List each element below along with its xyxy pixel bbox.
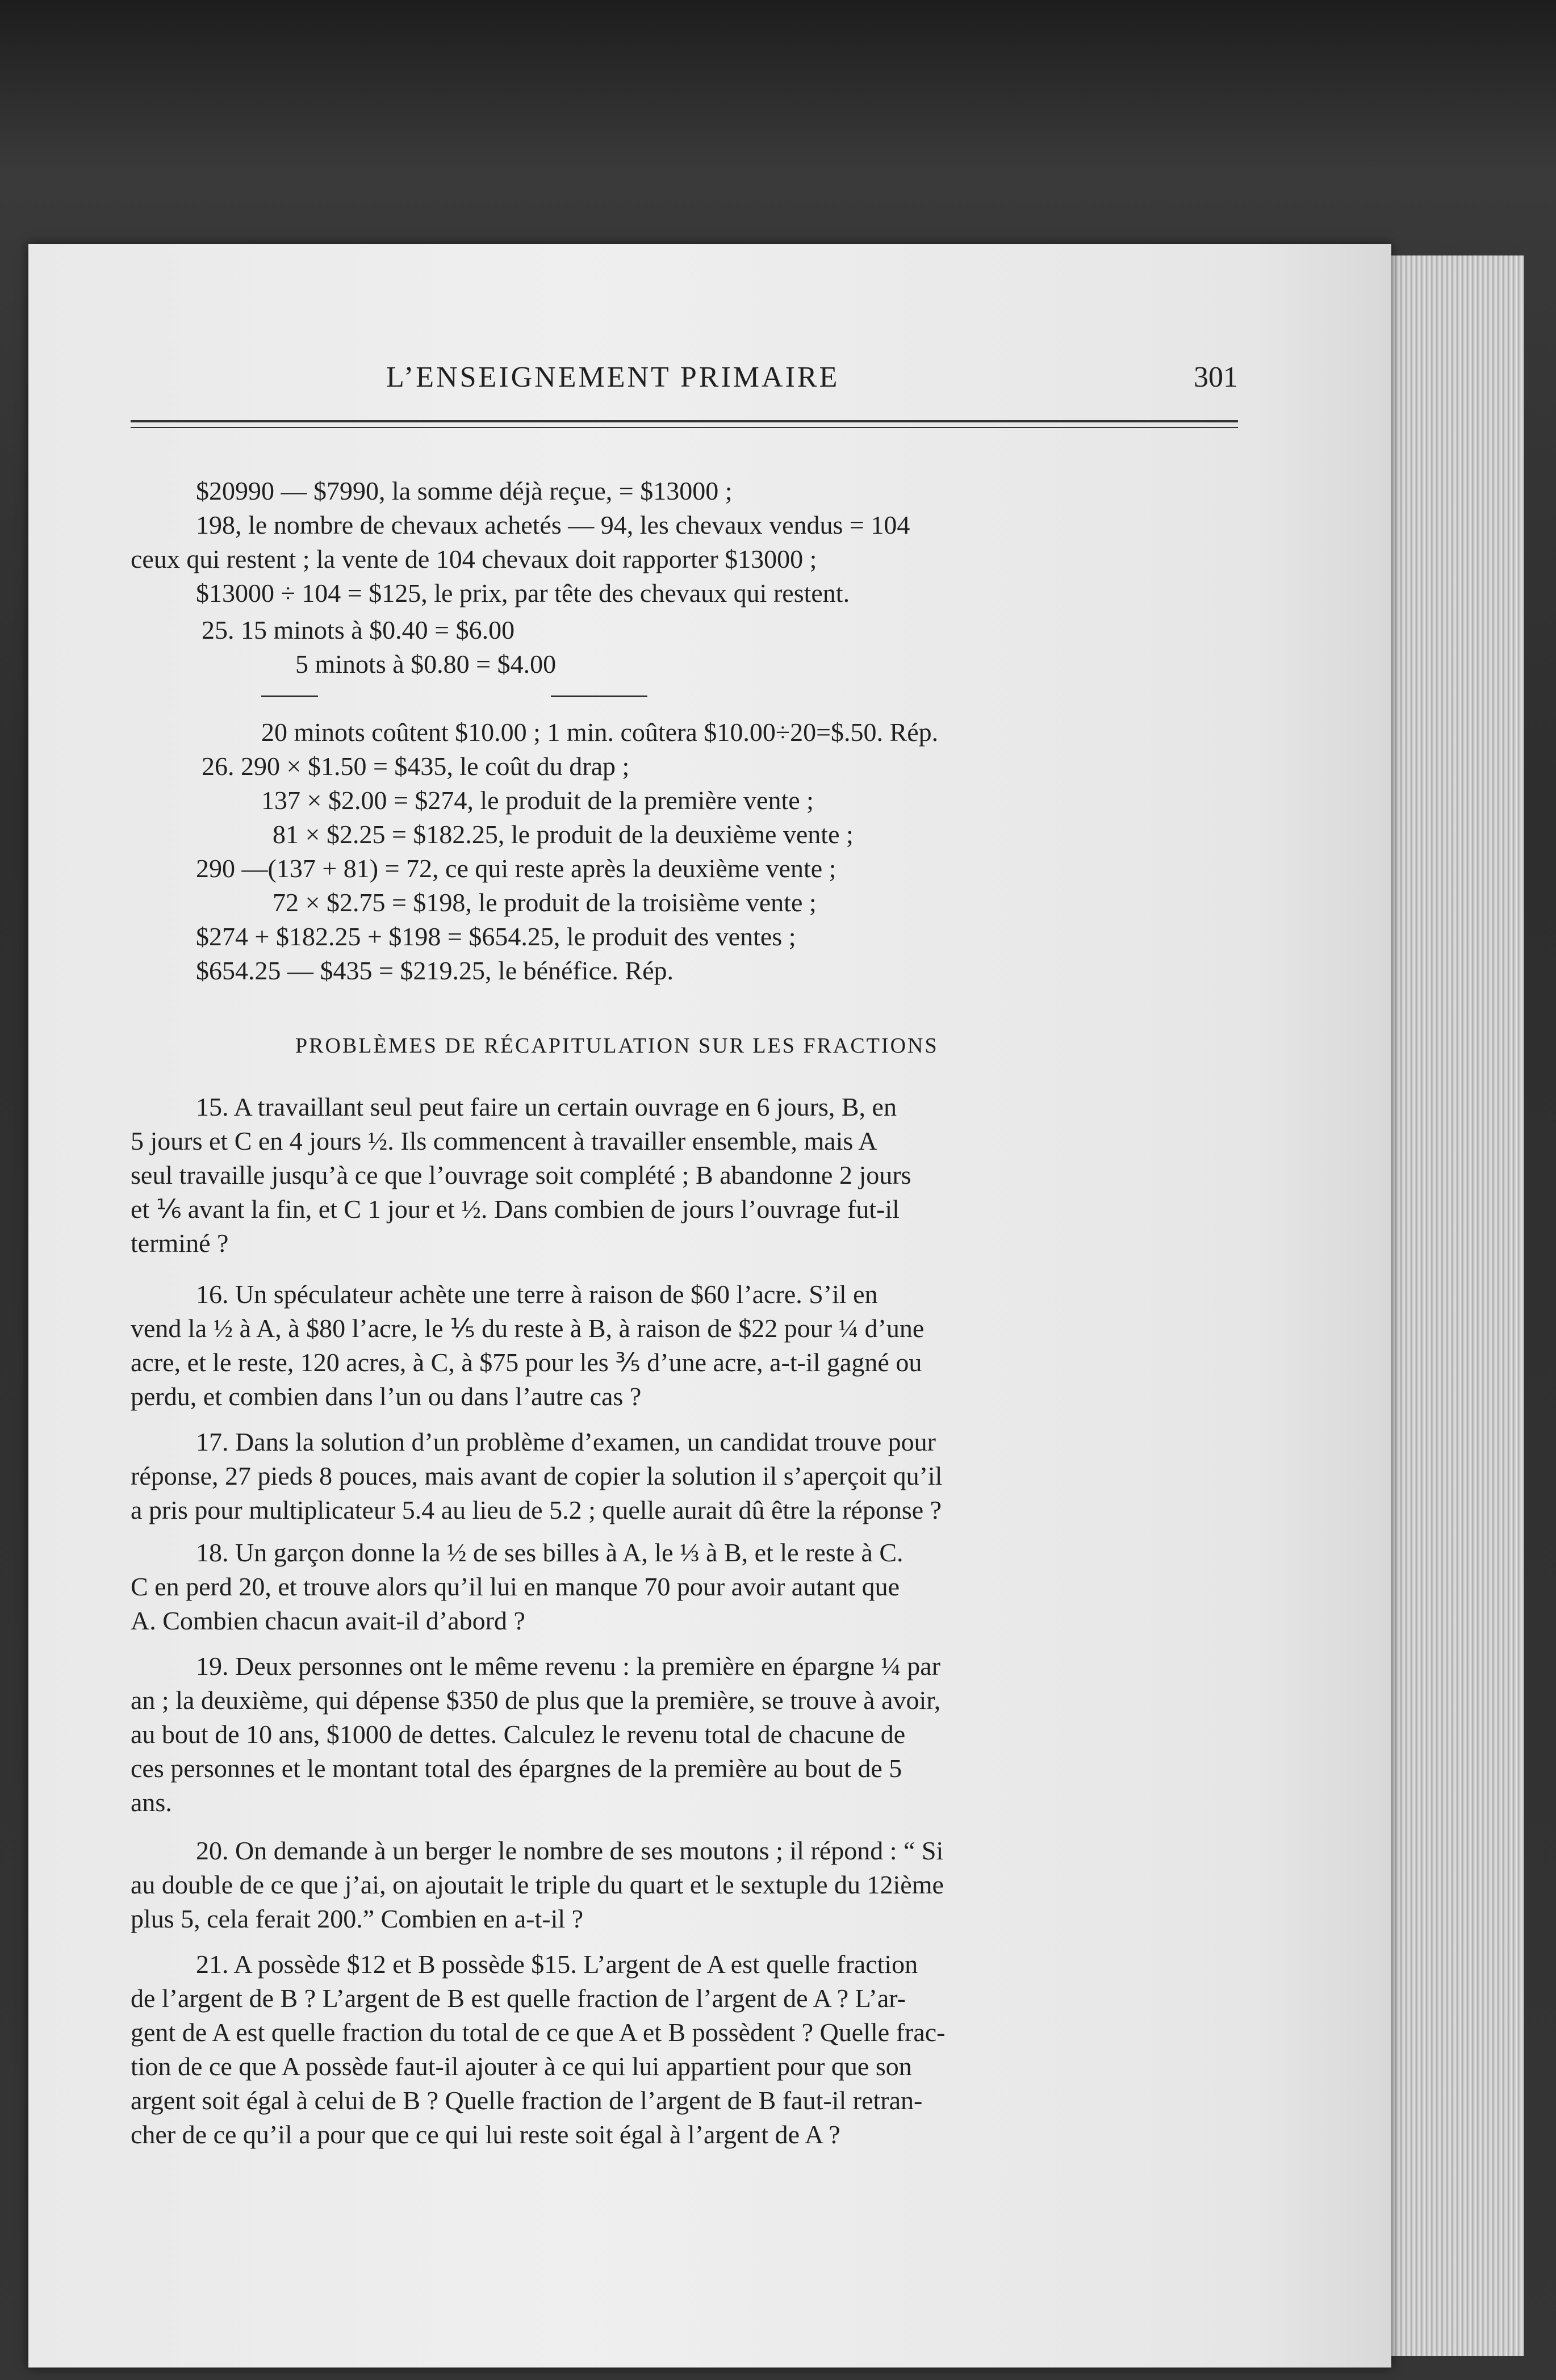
solution-line: 198, le nombre de chevaux achetés — 94, les chevaux vendus = 104 (196, 510, 910, 539)
solution-line: ceux qui restent ; la vente de 104 chevaux doit rapporter $13000 ; (131, 544, 817, 573)
problem-line: perdu, et combien dans l’un ou dans l’autre cas ? (131, 1382, 642, 1411)
problem-line: terminé ? (131, 1229, 229, 1258)
problem-line: 5 jours et C en 4 jours ½. Ils commencent à travailler ensemble, mais A (131, 1126, 877, 1155)
book-page (28, 244, 1391, 2368)
solution-line: $274 + $182.25 + $198 = $654.25, le produit des ventes ; (196, 922, 796, 951)
sum-rule (261, 695, 318, 697)
solution-line: 72 × $2.75 = $198, le produit de la troisième vente ; (273, 888, 817, 917)
problem-line: a pris pour multiplicateur 5.4 au lieu de 5.2 ; quelle aurait dû être la réponse ? (131, 1495, 942, 1524)
problem-line: 20. On demande à un berger le nombre de ses moutons ; il répond : “ Si (196, 1836, 944, 1865)
problem-line: vend la ½ à A, à $80 l’acre, le ⅕ du reste à B, à raison de $22 pour ¼ d’une (131, 1314, 925, 1343)
solution-line: 26. 290 × $1.50 = $435, le coût du drap ; (202, 752, 630, 781)
solution-line: 81 × $2.25 = $182.25, le produit de la deuxième vente ; (273, 820, 854, 849)
solution-line: $20990 — $7990, la somme déjà reçue, = $13000 ; (196, 476, 733, 505)
header-rule (131, 420, 1238, 428)
solution-line: 20 minots coûtent $10.00 ; 1 min. coûtera $10.00÷20=$.50. Rép. (261, 718, 939, 747)
problem-line: 18. Un garçon donne la ½ de ses billes à A, le ⅓ à B, et le reste à C. (196, 1538, 904, 1567)
problem-line: de l’argent de B ? L’argent de B est quelle fraction de l’argent de A ? L’ar- (131, 1984, 906, 2013)
problem-line: 16. Un spéculateur achète une terre à raison de $60 l’acre. S’il en (196, 1280, 878, 1309)
page-number: 301 (1194, 361, 1238, 393)
problem-line: 21. A possède $12 et B possède $15. L’argent de A est quelle fraction (196, 1950, 918, 1979)
problem-line: cher de ce qu’il a pour que ce qui lui reste soit égal à l’argent de A ? (131, 2120, 840, 2149)
problem-line: 15. A travaillant seul peut faire un certain ouvrage en 6 jours, B, en (196, 1092, 897, 1121)
problem-line: ces personnes et le montant total des épargnes de la première au bout de 5 (131, 1754, 902, 1783)
problem-line: C en perd 20, et trouve alors qu’il lui en manque 70 pour avoir autant que (131, 1572, 900, 1601)
problem-line: et ⅙ avant la fin, et C 1 jour et ½. Dans combien de jours l’ouvrage fut-il (131, 1195, 900, 1223)
solution-line: 5 minots à $0.80 = $4.00 (295, 650, 557, 678)
book-page-edges (1380, 255, 1524, 2356)
problem-line: 19. Deux personnes ont le même revenu : la première en épargne ¼ par (196, 1652, 940, 1681)
problem-line: an ; la deuxième, qui dépense $350 de plus que la première, se trouve à avoir, (131, 1686, 941, 1715)
running-head (131, 361, 1238, 406)
solution-line: $654.25 — $435 = $219.25, le bénéfice. Rép. (196, 956, 674, 985)
solution-line: 290 —(137 + 81) = 72, ce qui reste après la deuxième vente ; (196, 854, 836, 883)
running-title: L’ENSEIGNEMENT PRIMAIRE (386, 361, 840, 393)
problem-line: A. Combien chacun avait-il d’abord ? (131, 1606, 525, 1635)
problem-line: acre, et le reste, 120 acres, à C, à $75 pour les ⅗ d’une acre, a-t-il gagné ou (131, 1348, 922, 1377)
solution-line: 137 × $2.00 = $274, le produit de la première vente ; (261, 786, 814, 815)
problem-line: réponse, 27 pieds 8 pouces, mais avant de copier la solution il s’aperçoit qu’il (131, 1461, 943, 1490)
problem-line: ans. (131, 1788, 172, 1817)
problem-line: tion de ce que A possède faut-il ajouter à ce qui lui appartient pour que son (131, 2052, 912, 2081)
problem-line: plus 5, cela ferait 200.” Combien en a-t-il ? (131, 1904, 584, 1933)
problem-line: 17. Dans la solution d’un problème d’examen, un candidat trouve pour (196, 1427, 936, 1456)
problem-line: au double de ce que j’ai, on ajoutait le triple du quart et le sextuple du 12ième (131, 1870, 944, 1899)
problem-line: seul travaille jusqu’à ce que l’ouvrage soit complété ; B abandonne 2 jours (131, 1160, 911, 1189)
problem-line: gent de A est quelle fraction du total de ce que A et B possèdent ? Quelle frac- (131, 2018, 946, 2047)
solution-line: $13000 ÷ 104 = $125, le prix, par tête des chevaux qui restent. (196, 579, 850, 607)
problem-line: au bout de 10 ans, $1000 de dettes. Calculez le revenu total de chacune de (131, 1720, 906, 1749)
sum-rule (551, 695, 647, 697)
problem-line: argent soit égal à celui de B ? Quelle fraction de l’argent de B faut-il retran- (131, 2086, 923, 2115)
section-title: PROBLÈMES DE RÉCAPITULATION SUR LES FRACTIONS (295, 1034, 939, 1058)
solution-line: 25. 15 minots à $0.40 = $6.00 (202, 615, 515, 644)
